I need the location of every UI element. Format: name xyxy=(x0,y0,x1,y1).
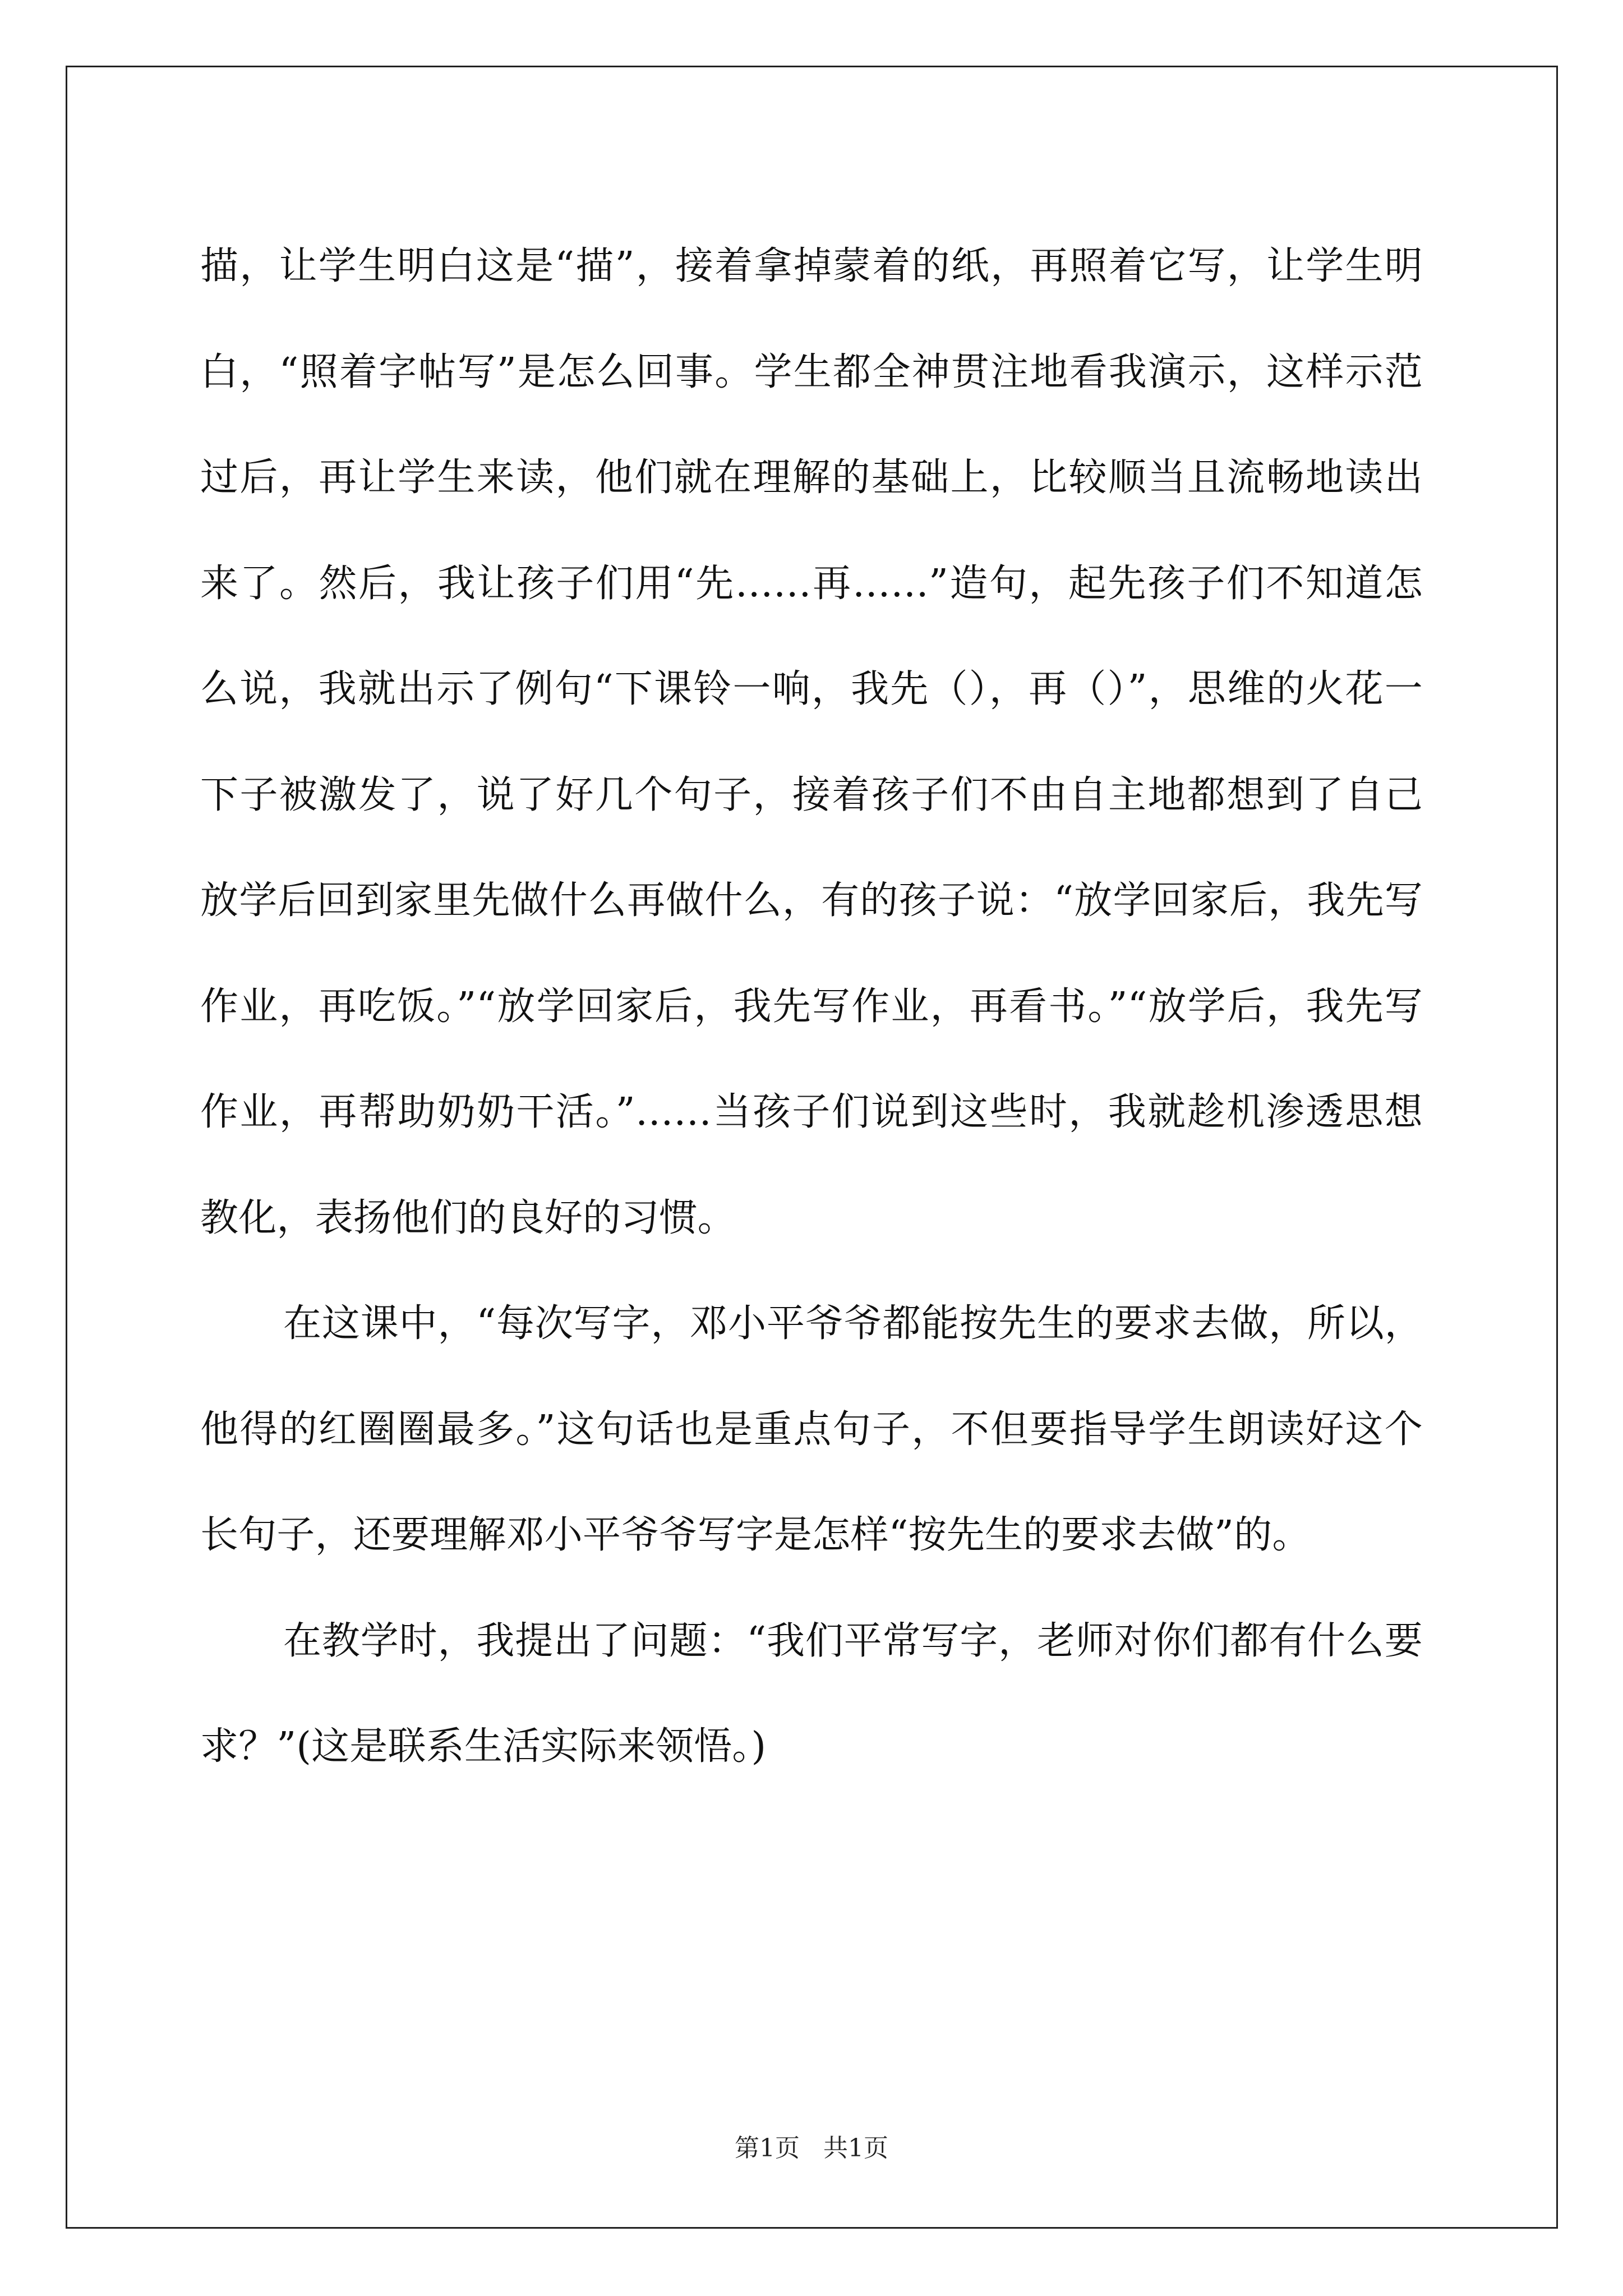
paragraph: 在这课中，“每次写字，邓小平爷爷都能按先生的要求去做，所以，他得的红圈圈最多。”这句话也是重点句子，不但要指导学生朗读好这个长句子，还要理解邓小平爷爷写字是怎样“按先生的要求去做”的。 xyxy=(200,1301,1423,1557)
footer-spacer xyxy=(800,2134,823,2162)
page-total: 共1页 xyxy=(823,2134,888,2162)
page-number: 第1页 xyxy=(735,2134,800,2162)
paragraph: 描，让学生明白这是“描”，接着拿掉蒙着的纸，再照着它写，让学生明白，“照着字帖写”是怎么回事。学生都全神贯注地看我演示，这样示范过后，再让学生来读，他们就在理解的基础上，比较顺当且流畅地读出来了。然后，我让孩子们用“先……再……”造句，起先孩子们不知道怎么说，我就出示了例句“下课铃一响，我先（），再（）”，思维的火花一下子被激发了，说了好几个句子，接着孩子们不由自主地都想到了自己放学后回到家里先做什么再做什么，有的孩子说：“放学回家后，我先写作业，再吃饭。”“放学回家后，我先写作业，再看书。”“放学后，我先写作业，再帮助奶奶干活。”……当孩子们说到这些时，我就趁机渗透思想教化，表扬他们的良好的习惯。 xyxy=(200,244,1423,1240)
paragraph: 在教学时，我提出了问题：“我们平常写字，老师对你们都有什么要求？”(这是联系生活实际来领悟。) xyxy=(200,1618,1423,1769)
document-body xyxy=(200,214,1423,1800)
page-footer xyxy=(0,2133,1623,2164)
